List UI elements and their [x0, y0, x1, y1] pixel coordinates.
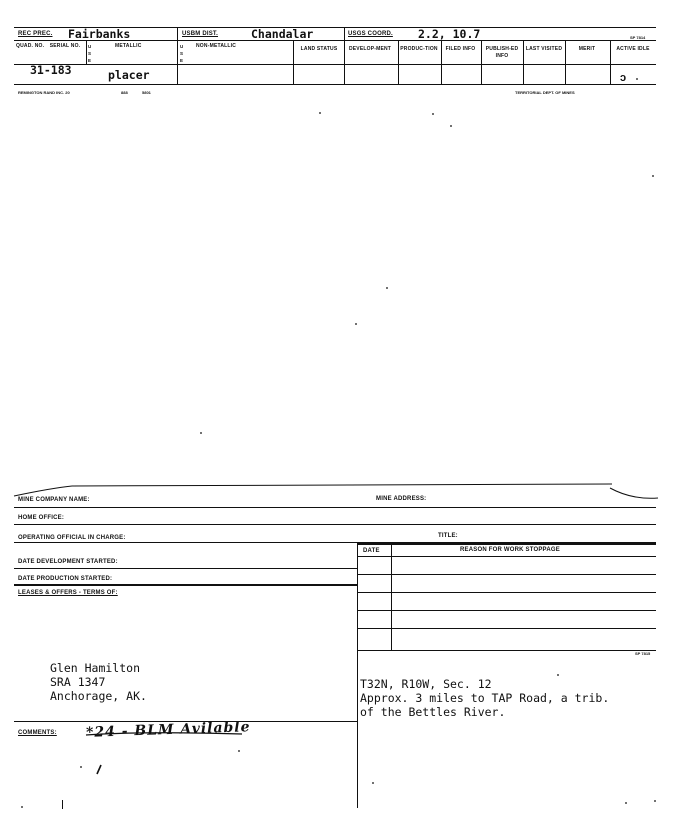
location-line: of the Bettles River.	[360, 705, 506, 719]
filed-info-header: FILED INFO	[445, 46, 476, 52]
ink-speck	[450, 125, 452, 127]
ink-speck	[557, 674, 559, 676]
ink-speck	[386, 287, 388, 289]
rec-prec-value: Fairbanks	[68, 27, 131, 41]
quad-serial-value: 31-183	[30, 63, 72, 77]
ink-speck	[432, 113, 434, 115]
form-number: SP 7815	[635, 651, 651, 656]
rec-prec-label: REC PREC.	[18, 31, 53, 37]
table-date-divider	[391, 545, 392, 650]
reason-column-header: REASON FOR WORK STOPPAGE	[460, 547, 560, 553]
usgs-coord-label: USGS COORD.	[348, 31, 393, 37]
usbm-dist-value: Chandalar	[251, 27, 314, 41]
mine-address-label: MINE ADDRESS:	[376, 496, 427, 502]
printer-code: 5801	[142, 90, 151, 95]
ink-speck	[80, 766, 82, 768]
quad-no-header: QUAD. NO.	[16, 43, 45, 49]
date-development-started-label: DATE DEVELOPMENT STARTED:	[18, 559, 118, 565]
column-header-rule	[14, 64, 656, 65]
usgs-coord-value: 2.2, 10.7	[418, 27, 481, 41]
date-production-started-label: DATE PRODUCTION STARTED:	[18, 576, 113, 582]
last-visited-header: LAST VISITED	[525, 46, 563, 52]
form-rule	[14, 568, 357, 569]
owner-name: Glen Hamilton	[50, 661, 141, 675]
use-header-2: U S E	[180, 44, 184, 63]
column-divider	[357, 650, 358, 808]
title-label: TITLE:	[438, 533, 458, 539]
printer-credit: REMINGTON RAND INC. 20	[18, 90, 70, 95]
ink-speck	[372, 782, 374, 784]
strikethrough-mark	[84, 729, 244, 739]
metallic-value: placer	[108, 68, 150, 82]
table-rule	[357, 610, 656, 611]
active-idle-header: ACTIVE IDLE	[616, 46, 650, 52]
location-line: Approx. 3 miles to TAP Road, a trib.	[360, 691, 610, 705]
ink-speck	[21, 806, 23, 808]
ink-speck	[319, 112, 321, 114]
land-status-header: LAND STATUS	[300, 46, 338, 52]
leases-offers-label: LEASES & OFFERS - TERMS OF:	[18, 590, 118, 596]
pen-mark	[62, 800, 63, 809]
production-header: PRODUC-TION	[400, 46, 438, 52]
ink-speck	[625, 802, 627, 804]
owner-city: Anchorage, AK.	[50, 689, 147, 703]
table-top-rule	[357, 543, 656, 545]
active-mark: ↄ	[620, 72, 627, 84]
top-card-bottom-rule	[14, 84, 656, 85]
operating-official-label: OPERATING OFFICIAL IN CHARGE:	[18, 535, 126, 541]
table-rule	[357, 556, 656, 557]
non-metallic-header: NON-METALLIC	[196, 43, 237, 49]
ink-speck	[636, 78, 638, 80]
card-edge-curves	[12, 478, 660, 504]
published-info-header: PUBLISH-ED INFO	[485, 46, 519, 59]
merit-header: MERIT	[578, 46, 596, 52]
table-rule	[357, 592, 656, 593]
home-office-label: HOME OFFICE:	[18, 515, 65, 521]
ink-speck	[654, 800, 656, 802]
date-column-header: DATE	[363, 548, 380, 554]
comments-label: COMMENTS:	[18, 730, 57, 736]
table-rule	[357, 628, 656, 629]
use-header: U S E	[88, 44, 92, 63]
handwritten-comment: *24 - BLM Avilable	[85, 719, 251, 741]
table-rule	[357, 574, 656, 575]
form-number: SP 7814	[630, 35, 646, 40]
serial-no-header: SERIAL NO.	[49, 43, 81, 49]
ink-speck	[238, 750, 240, 752]
ink-speck	[355, 323, 357, 325]
column-divider	[86, 40, 87, 64]
pen-mark	[94, 764, 104, 776]
mine-company-name-label: MINE COMPANY NAME:	[18, 497, 90, 503]
ink-speck	[652, 175, 654, 177]
owner-address-line: SRA 1347	[50, 675, 106, 689]
column-divider	[293, 40, 294, 84]
ink-speck	[200, 432, 202, 434]
table-bottom-rule	[357, 650, 656, 651]
table-left-border	[357, 542, 358, 650]
column-divider	[344, 27, 345, 84]
form-rule	[14, 524, 656, 525]
column-divider	[177, 27, 178, 84]
metallic-header: METALLIC	[115, 43, 142, 49]
department-credit: TERRITORIAL DEPT. OF MINES	[515, 90, 575, 95]
location-line: T32N, R10W, Sec. 12	[360, 677, 492, 691]
column-divider	[610, 40, 611, 84]
printer-code: 888	[121, 90, 128, 95]
form-rule	[14, 584, 357, 586]
usbm-dist-label: USBM DIST.	[182, 31, 219, 37]
development-header: DEVELOP-MENT	[348, 46, 392, 52]
form-rule	[14, 507, 656, 508]
